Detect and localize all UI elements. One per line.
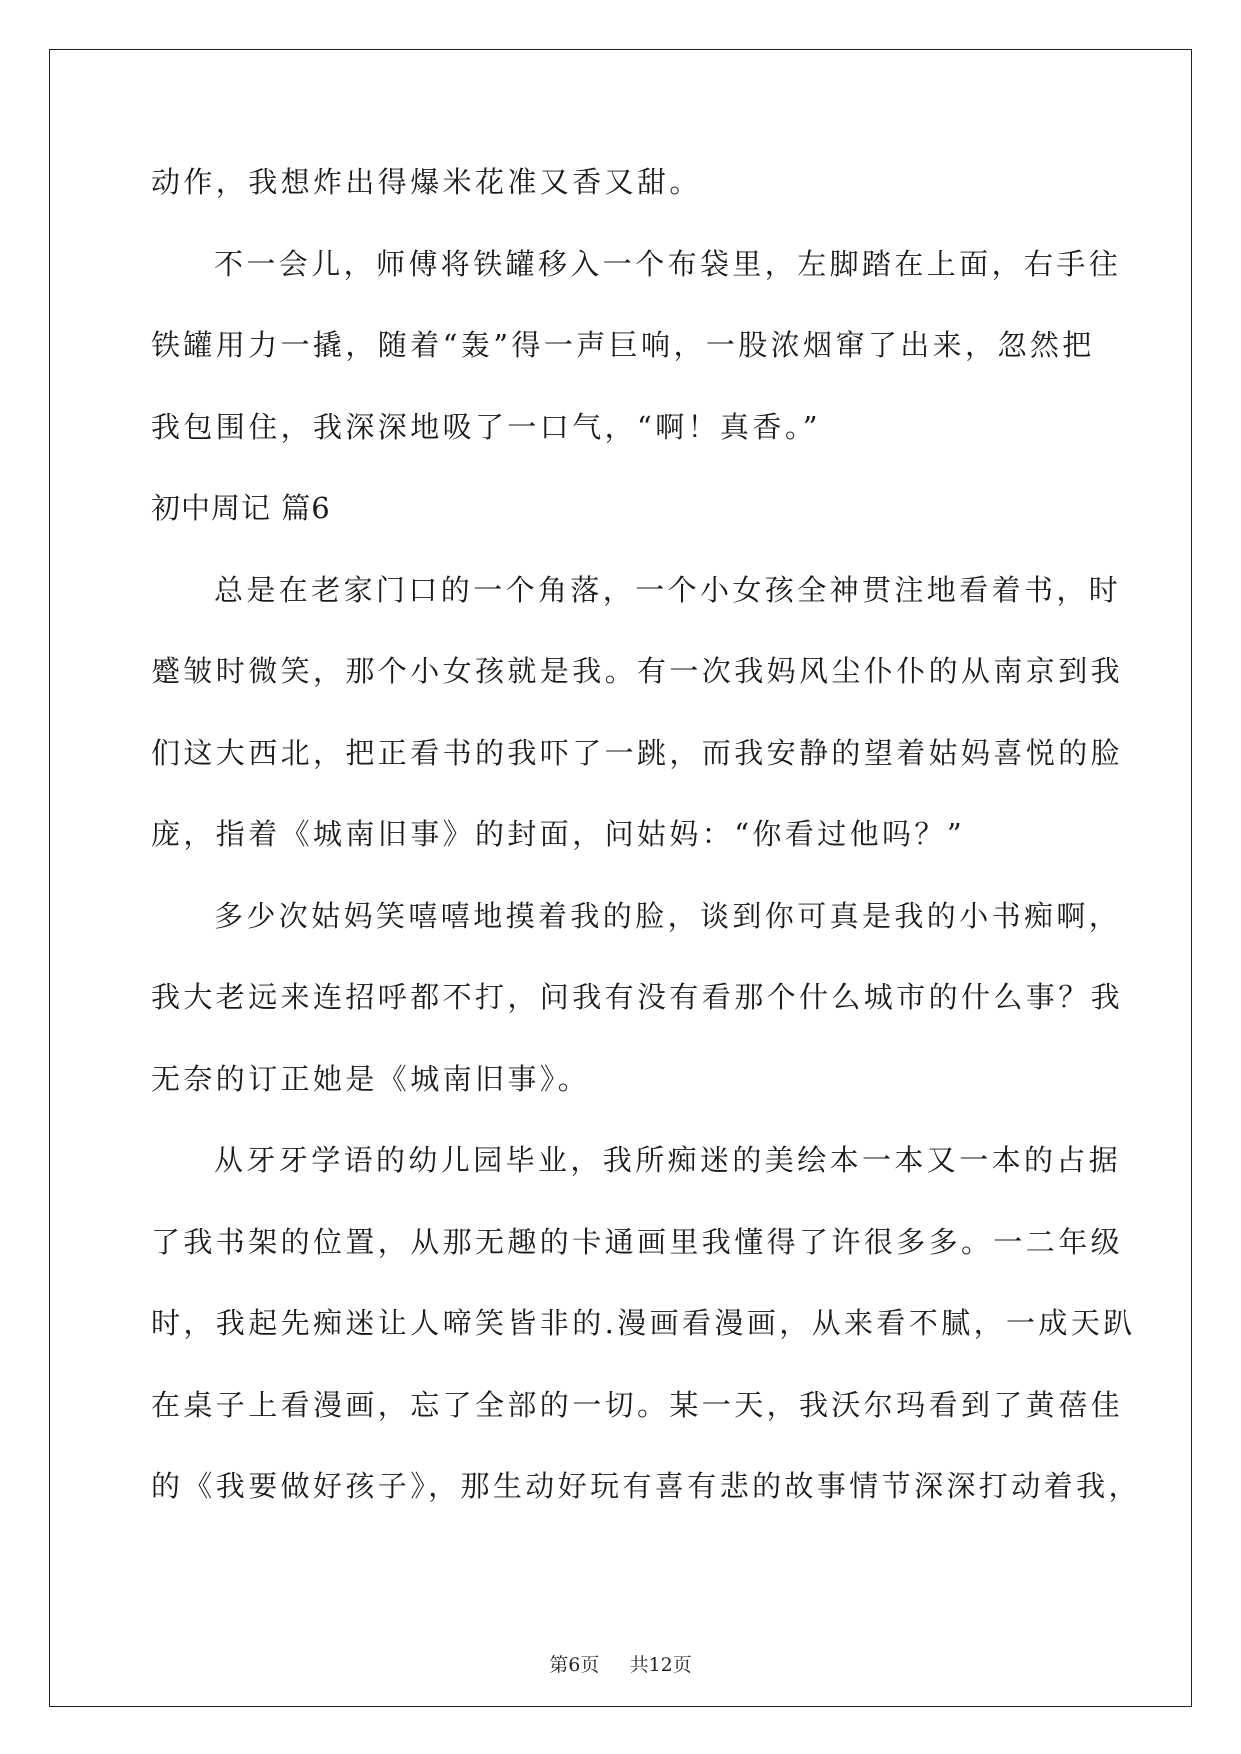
text-line: 蹙皱时微笑，那个小女孩就是我。有一次我妈风尘仆仆的从南京到我 <box>151 654 1124 688</box>
text-line: 从牙牙学语的幼儿园毕业，我所痴迷的美绘本一本又一本的占据 <box>214 1143 1122 1177</box>
text-line: 无奈的订正她是《城南旧事》。 <box>151 1062 591 1096</box>
page-total: 共12页 <box>629 1654 692 1676</box>
text-line: 的《我要做好孩子》，那生动好玩有喜有悲的故事情节深深打动着我， <box>151 1469 1141 1503</box>
text-line: 不一会儿，师傅将铁罐移入一个布袋里，左脚踏在上面，右手往 <box>214 247 1122 281</box>
text-line: 了我书架的位置，从那无趣的卡通画里我懂得了许很多多。一二年级 <box>151 1225 1124 1259</box>
text-line: 庞，指着《城南旧事》的封面，问姑妈：“你看过他吗？” <box>151 817 966 851</box>
text-line: 我大老远来连招呼都不打，问我有没有看那个什么城市的什么事？我 <box>151 980 1124 1014</box>
text-line: 时，我起先痴迷让人啼笑皆非的.漫画看漫画，从来看不腻，一成天趴 <box>151 1306 1136 1340</box>
text-line: 动作，我想炸出得爆米花准又香又甜。 <box>151 165 702 199</box>
footer-spacer <box>605 1654 623 1676</box>
page-number: 第6页 <box>549 1654 600 1676</box>
text-line: 多少次姑妈笑嘻嘻地摸着我的脸，谈到你可真是我的小书痴啊， <box>214 899 1122 933</box>
text-line: 们这大西北，把正看书的我吓了一跳，而我安静的望着姑妈喜悦的脸 <box>151 736 1124 770</box>
text-line: 总是在老家门口的一个角落，一个小女孩全神贯注地看着书，时 <box>214 573 1122 607</box>
section-heading: 初中周记 篇6 <box>151 491 331 525</box>
page-footer <box>0 1650 1241 1677</box>
page-border <box>49 49 1192 1707</box>
text-line: 我包围住，我深深地吸了一口气，“啊！真香。” <box>151 410 821 444</box>
text-line: 铁罐用力一撬，随着“轰”得一声巨响，一股浓烟窜了出来，忽然把 <box>151 328 1095 362</box>
text-line: 在桌子上看漫画，忘了全部的一切。某一天，我沃尔玛看到了黄蓓佳 <box>151 1388 1124 1422</box>
